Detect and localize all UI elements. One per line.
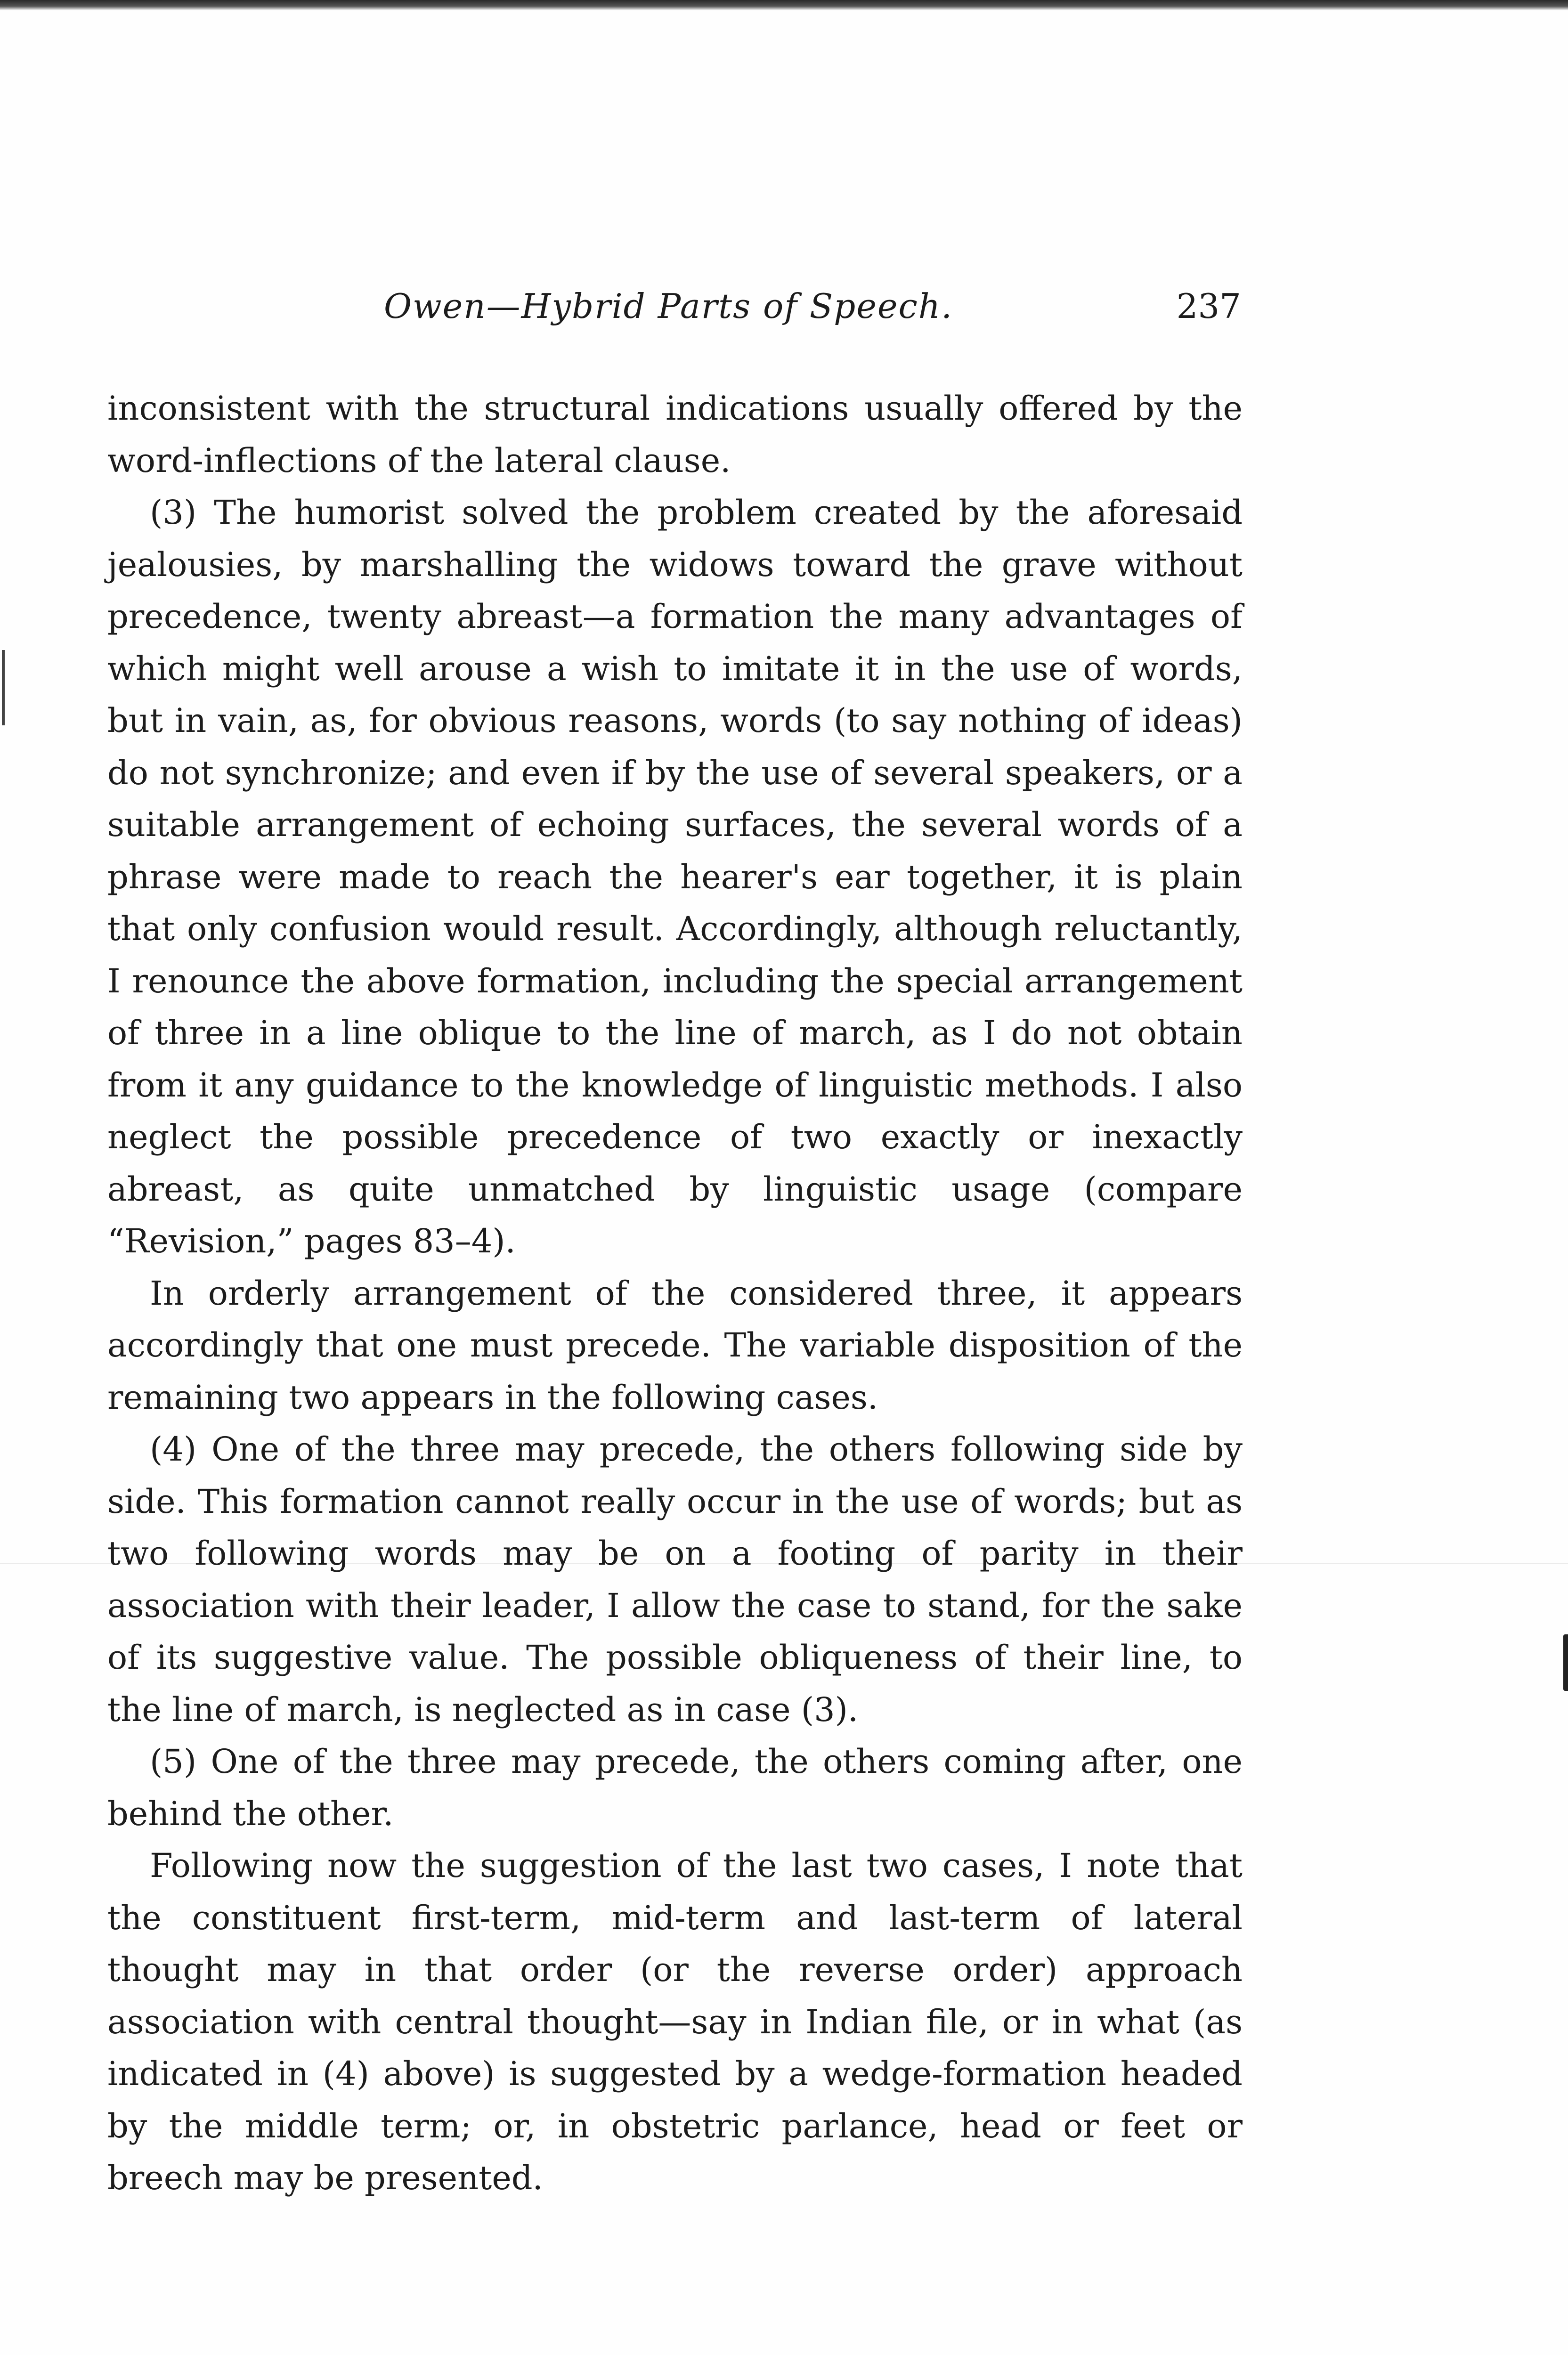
- paragraph-orderly-arrangement: In orderly arrangement of the considered three, it appears accordingly that one must precede. The variable disposition of the remaining two appears in the following cases.: [107, 1274, 1243, 1417]
- page-number: 237: [1176, 286, 1241, 326]
- paragraph-following-suggestion: Following now the suggestion of the last two cases, I note that the constituent first-term, mid-term and last-term of lateral thought may in that order (or the reverse order) approach association with central thought—say in Indian file, or in what (as indicated in (4) above) is suggested by a wedge-formation headed by the middle term; or, in obstetric parlance, head or feet or breech may be presented.: [107, 1846, 1243, 2197]
- scan-top-edge: [0, 0, 1568, 10]
- paragraph-case-4: (4) One of the three may precede, the others following side by side. This formation cannot really occur in the use of words; but as two following words may be on a footing of parity in their association with their leader, I allow the case to stand, for the sake of its suggestive value. The possible obliqueness of their line, to the line of march, is neglected as in case (3).: [107, 1430, 1243, 1729]
- scan-right-margin-mark: [1563, 1634, 1568, 1691]
- page-header: [106, 286, 1241, 333]
- scan-left-margin-mark: [2, 650, 5, 725]
- body-text: [107, 382, 1243, 2204]
- paragraph-case-3: (3) The humorist solved the problem created by the aforesaid jealousies, by marshalling the widows toward the grave without precedence, twenty abreast—a formation the many advantages of which might well arouse a wish to imitate it in the use of words, but in vain, as, for obvious reasons, words (to say nothing of ideas) do not synchronize; and even if by the use of several speakers, or a suitable arrangement of echoing surfaces, the several words of a phrase were made to reach the hearer's ear together, it is plain that only confusion would result. Accordingly, although reluctantly, I renounce the above formation, including the special arrangement of three in a line oblique to the line of march, as I do not obtain from it any guidance to the knowledge of linguistic methods. I also neglect the possible precedence of two exactly or inexactly abreast, as quite unmatched by linguistic usage (compare “Revision,” pages 83–4).: [107, 493, 1243, 1260]
- paragraph-continuation: inconsistent with the structural indications usually offered by the word-inflections of the lateral clause.: [107, 389, 1243, 480]
- paragraph-case-5: (5) One of the three may precede, the others coming after, one behind the other.: [107, 1742, 1243, 1833]
- running-title: Owen—Hybrid Parts of Speech.: [384, 286, 953, 326]
